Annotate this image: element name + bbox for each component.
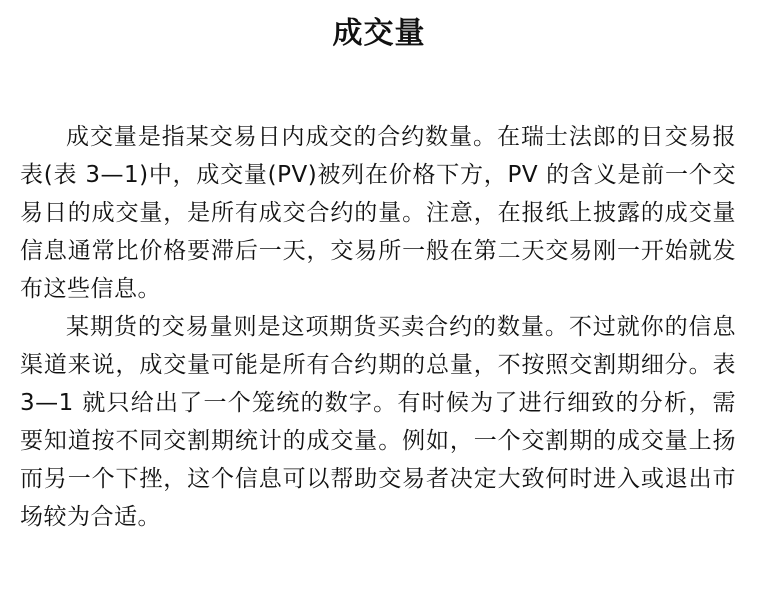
section-title: 成交量 bbox=[332, 16, 426, 51]
paragraph-futures-volume: 某期货的交易量则是这项期货买卖合约的数量。不过就你的信息渠道来说，成交量可能是所有合约期的总量，不按照交割期细分。表 3—1 就只给出了一个笼统的数字。有时候为了进行细致的分析，需要知道按不同交割期统计的成交量。例如，一个交割期的成交量上扬而另一个下挫，这个信息可以帮助交易者决定大致何时进入或退出市场较为合适。 bbox=[20, 314, 736, 530]
paragraph-volume-definition: 成交量是指某交易日内成交的合约数量。在瑞士法郎的日交易报表(表 3—1)中，成交量(PV)被列在价格下方，PV 的含义是前一个交易日的成交量，是所有成交合约的量。注意，在报纸上披露的成交量信息通常比价格要滞后一天，交易所一般在第二天交易刚一开始就发布这些信息。 bbox=[20, 124, 736, 302]
article-body bbox=[20, 118, 736, 536]
